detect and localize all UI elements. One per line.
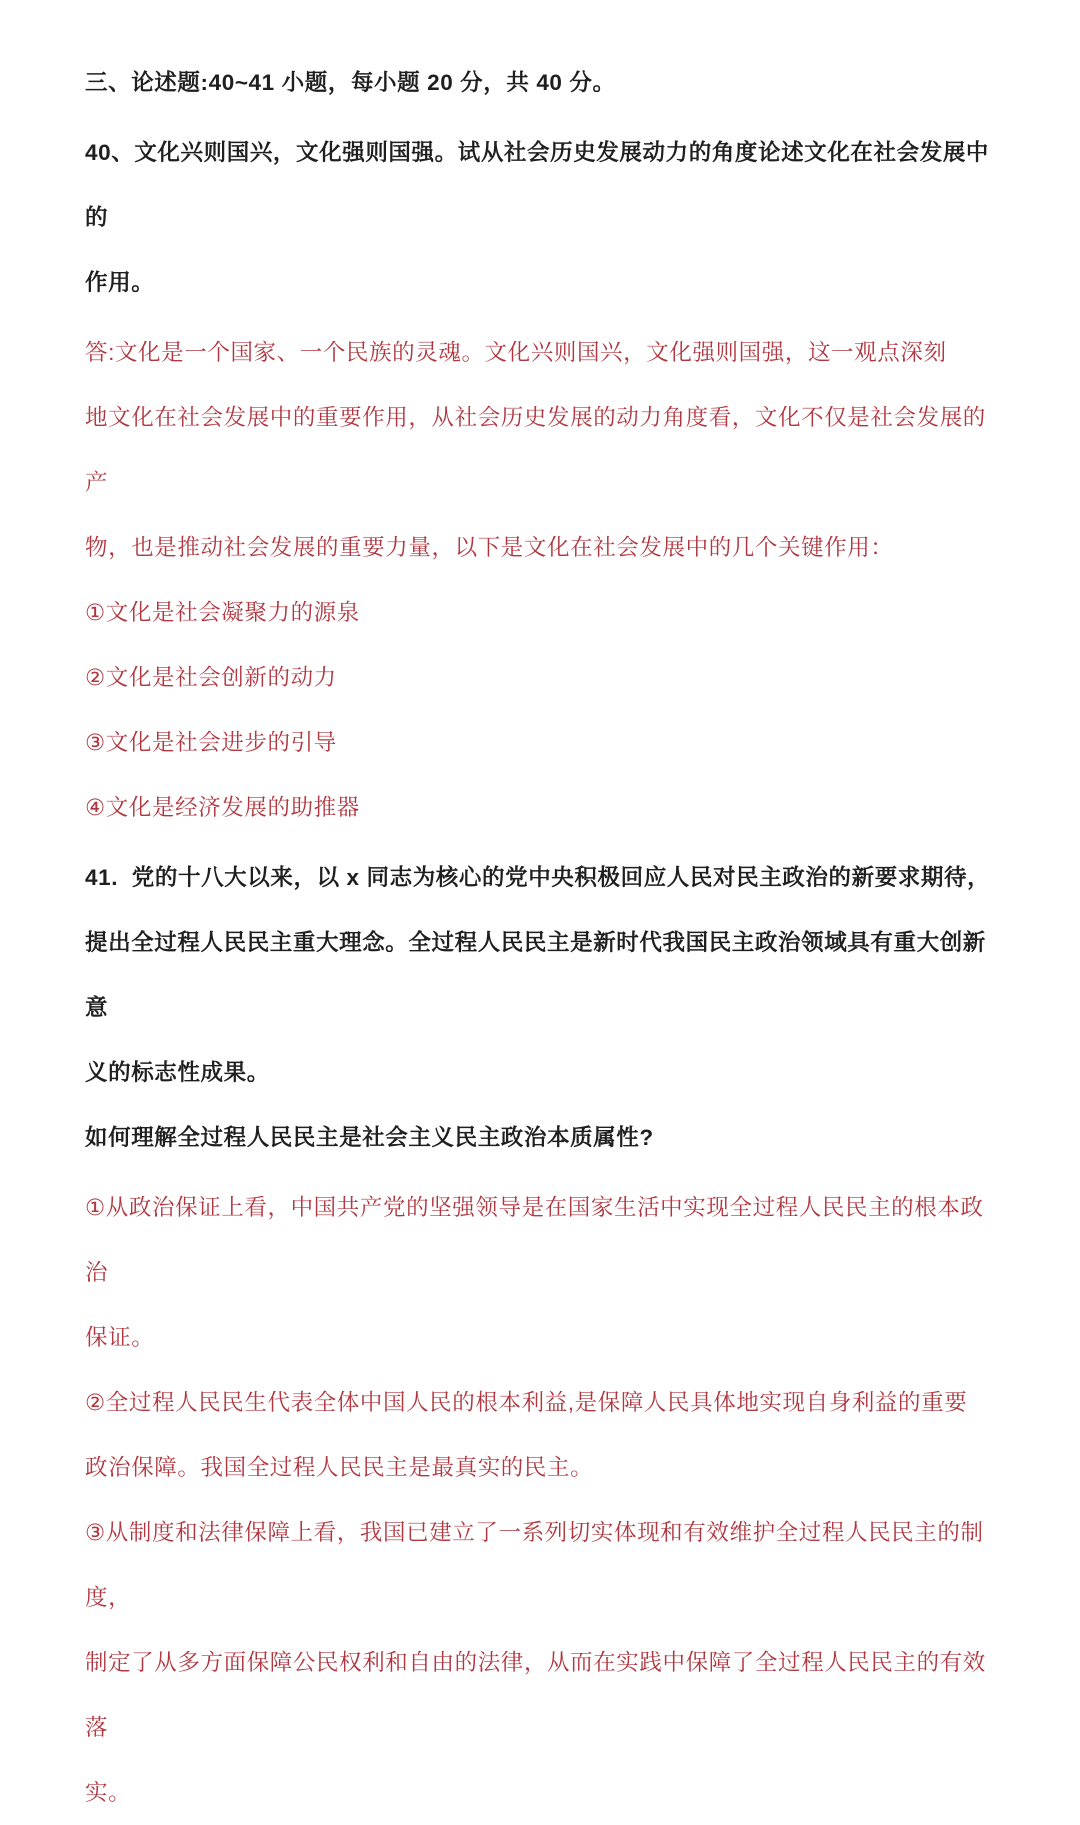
q41-question-line: 提出全过程人民民主重大理念。全过程人民民主是新时代我国民主政治领域具有重大创新意 — [85, 930, 986, 1020]
q40-answer-point-3: ③文化是社会进步的引导 — [85, 730, 337, 755]
q41-answer-line: 保证。 — [85, 1325, 155, 1350]
q40-answer-line: 答:文化是一个国家、一个民族的灵魂。文化兴则国兴，文化强则国强，这一观点深刻 — [85, 340, 947, 365]
q40-answer-point-2: ②文化是社会创新的动力 — [85, 665, 337, 690]
q41-question-prompt: 如何理解全过程人民民主是社会主义民主政治本质属性? — [85, 1125, 654, 1150]
q40-answer-point-4: ④文化是经济发展的助推器 — [85, 795, 360, 820]
q41-answer-point-3: ③从制度和法律保障上看，我国已建立了一系列切实体现和有效维护全过程人民民主的制度， — [85, 1520, 984, 1610]
section-heading-block — [85, 50, 998, 115]
q41-answer-line: 政治保障。我国全过程人民民主是最真实的民主。 — [85, 1455, 594, 1480]
q40-answer-line: 物，也是推动社会发展的重要力量，以下是文化在社会发展中的几个关键作用： — [85, 535, 894, 560]
q40-question-line: 40、文化兴则国兴，文化强则国强。试从社会历史发展动力的角度论述文化在社会发展中的 — [85, 140, 990, 230]
q41-answer-point-2: ②全过程人民民生代表全体中国人民的根本利益,是保障人民具体地实现自身利益的重要 — [85, 1390, 968, 1415]
q41-answer-line: 制定了从多方面保障公民权利和自由的法律，从而在实践中保障了全过程人民民主的有效落 — [85, 1650, 986, 1740]
section-heading: 三、论述题:40~41 小题，每小题 20 分，共 40 分。 — [85, 70, 616, 95]
q41-question-line: 义的标志性成果。 — [85, 1060, 270, 1085]
q41-answer-line: 实。 — [85, 1780, 132, 1805]
q41-answer — [85, 1175, 998, 1825]
q40-answer-point-1: ①文化是社会凝聚力的源泉 — [85, 600, 360, 625]
q40-answer — [85, 320, 998, 840]
q41-question — [85, 845, 998, 1170]
q40-question — [85, 120, 998, 315]
q41-answer-point-1: ①从政治保证上看，中国共产党的坚强领导是在国家生活中实现全过程人民民主的根本政治 — [85, 1195, 984, 1285]
q41-question-line: 41. 党的十八大以来，以 x 同志为核心的党中央积极回应人民对民主政治的新要求期待， — [85, 865, 991, 890]
q40-answer-line: 地文化在社会发展中的重要作用，从社会历史发展的动力角度看，文化不仅是社会发展的产 — [85, 405, 986, 495]
q40-question-line: 作用。 — [85, 270, 155, 295]
